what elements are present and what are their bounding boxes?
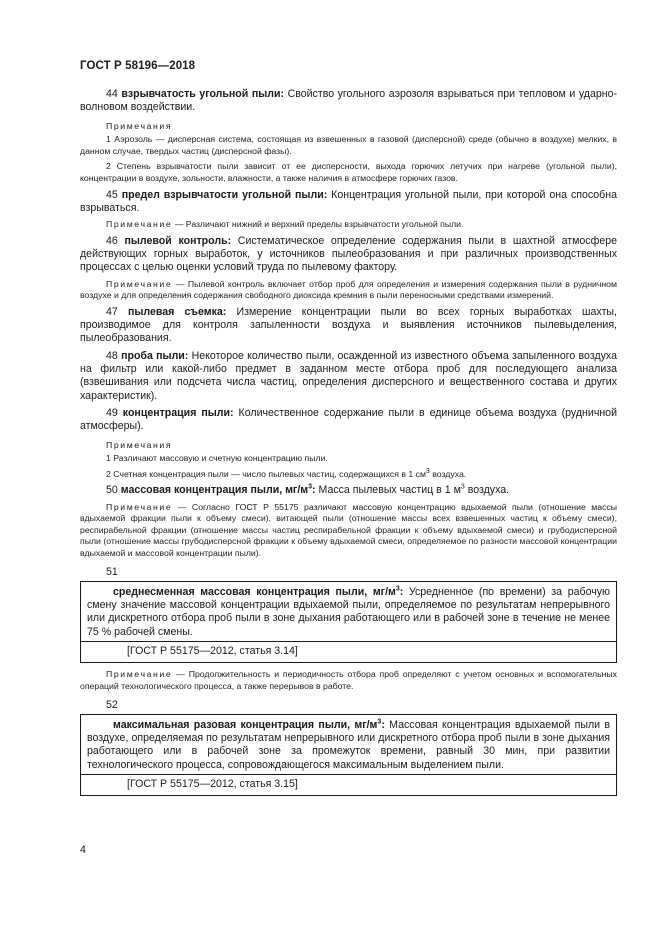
note-45 [80, 219, 617, 231]
term-definition: Измерение концентрации пыли во всех горных выработках шахты, производимое для контроля запыленности воздуха и выявления источников пылевыделения, пылеобразования. [80, 305, 617, 345]
term-52 [87, 719, 610, 772]
term-title-end: : [381, 718, 385, 731]
note-label: Примечание [106, 219, 173, 230]
term-title-end: : [399, 585, 404, 598]
notes-heading: Примечания [106, 120, 173, 131]
term-definition: Концентрация угольной пыли, при которой она способна взрываться. [80, 188, 617, 214]
term-definition: Масса пылевых частиц в 1 м [315, 484, 461, 497]
superscript: 3 [460, 483, 465, 491]
term-48 [80, 350, 617, 403]
note-text: 2 Счетная концентрация пыли — число пылевых частиц, содержащихся в 1 см [106, 468, 426, 479]
note-label: Примечание [106, 278, 173, 289]
term-title [113, 719, 385, 731]
term-title [113, 586, 403, 598]
note-label: Примечание [106, 501, 173, 512]
term-number: 45 [106, 188, 118, 201]
term-number: 49 [106, 406, 118, 419]
term-definition: Массовая концентрация вдыхаемой пыли в воздухе, определяемая по результатам непрерывного или дискретного отбора проб пыли в зоне дыхания работающего или в рабочей зоне за промежуток времени, равный 30 мин, при развитии технологического процесса, сопровождающегося максимальным выделением пыли. [87, 718, 610, 771]
document-header: ГОСТ Р 58196—2018 [80, 60, 196, 72]
term-49 [80, 407, 617, 434]
note-49-2 [80, 469, 617, 481]
notes-heading: Примечания [106, 439, 173, 450]
note-44-1: 1 Аэрозоль — дисперсная система, состоящая из взвешенных в газовой (дисперсной) среде (обычно в воздухе) мелких, в данном случае, твердых частиц (дисперсной фазы). [80, 134, 617, 156]
term-52-number: 52 [106, 698, 118, 711]
term-title: предел взрывчатости угольной пыли: [121, 188, 328, 201]
term-title [121, 484, 316, 496]
term-51-box [80, 581, 617, 663]
term-title: проба пыли: [121, 349, 189, 362]
term-title: пылевая съемка: [127, 305, 227, 318]
note-text: — Согласно ГОСТ Р 55175 различают массовую концентрацию вдыхаемой пыли (отношение массы вдыхаемой фракции пыли к объему смеси), витающей пыли (отношение массы всех взвешенных частиц к объему смеси), респирабельной фракции (отношение массы частиц респирабельной фракции к объему вдыхаемой смеси) и грубодисперсной пыли (отношение массы грубодисперсной фракции к объему вдыхаемой смеси, определяемое по разности массовой концентрации вдыхаемой и массовой концентрации пыли). [80, 501, 617, 558]
term-52-reference: [ГОСТ Р 55175—2012, статья 3.15] [81, 774, 616, 791]
note-50 [80, 502, 617, 560]
term-number: 50 [106, 484, 118, 497]
term-number: 46 [106, 234, 118, 247]
term-title: взрывчатость угольной пыли: [121, 88, 285, 100]
term-44 [80, 88, 617, 115]
document-body [80, 88, 617, 802]
term-title-text: максимальная разовая концентрация пыли, мг/м [113, 718, 378, 731]
term-title-end: : [312, 484, 316, 497]
page-number: 4 [80, 844, 86, 856]
term-50 [80, 484, 617, 497]
term-45 [80, 189, 617, 216]
note-44-2: 2 Степень взрывчатости пыли зависит от ее дисперсности, выхода горючих летучих при нагреве (угольной пыли), концентрации в воздухе, зольности, влажности, а также наличия в атмосфере горючих газов. [80, 161, 617, 183]
superscript: 3 [425, 467, 430, 475]
note-text: — Пылевой контроль включает отбор проб для определения и измерения содержания пыли в рудничном воздухе и для определения содержания свободного диоксида кремния в пыли переносными средствами измерений. [80, 278, 617, 301]
superscript: 3 [308, 483, 313, 491]
term-definition: Некоторое количество пыли, осажденной из известного объема запыленного воздуха на фильтр или какой-либо предмет в заданном месте отбора проб для последующего анализа (взвешивания или подсчета числа частиц, определения дисперсного и вещественного состава и других характеристик). [80, 349, 618, 402]
term-title: пылевой контроль: [124, 234, 232, 247]
term-47 [80, 306, 617, 346]
term-title: концентрация пыли: [122, 406, 234, 419]
note-46 [80, 279, 617, 302]
term-number: 44 [106, 88, 118, 100]
term-title-text: среднесменная массовая концентрация пыли, мг/м [113, 585, 396, 598]
note-text-end: воздуха. [429, 468, 467, 479]
term-51-reference: [ГОСТ Р 55175—2012, статья 3.14] [81, 641, 616, 658]
term-number: 48 [106, 349, 118, 362]
term-46 [80, 235, 617, 275]
term-definition: Свойство угольного аэрозоля взрываться при тепловом и ударно-волновом воздействии. [80, 88, 617, 114]
note-label: Примечание [106, 669, 173, 680]
superscript: 3 [377, 718, 382, 726]
note-text: — Различают нижний и верхний пределы взрывчатости угольной пыли. [172, 219, 464, 230]
superscript: 3 [395, 585, 400, 593]
note-51 [80, 669, 617, 692]
term-52-box [80, 714, 617, 796]
term-definition: Количественное содержание пыли в единице объема воздуха (рудничной атмосферы). [80, 406, 617, 433]
term-51 [87, 586, 610, 639]
term-definition: Усредненное (по времени) за рабочую смену значение массовой концентрации вдыхаемой пыли, определяемое по результатам непрерывного или дискретного отбора проб пыли в зоне дыхания работающего или в рабочей зоне в течение не менее 75 % рабочей смены. [87, 585, 610, 638]
term-51-number: 51 [106, 565, 118, 578]
term-title-text: массовая концентрация пыли, мг/м [120, 484, 309, 497]
term-definition: Систематическое определение содержания пыли в шахтной атмосфере действующих горных выработок, у источников пылеобразования и при различных производственных процессах с целью оценки условий труда по пылевому фактору. [80, 234, 617, 274]
term-number: 47 [106, 305, 118, 318]
term-definition-end: воздуха. [464, 484, 510, 497]
note-text: — Продолжительность и периодичность отбора проб определяют с учетом основных и вспомогательных операций технологического процесса, а также перерывов в работе. [80, 669, 617, 691]
note-49-1: 1 Различают массовую и счетную концентрацию пыли. [106, 453, 328, 464]
